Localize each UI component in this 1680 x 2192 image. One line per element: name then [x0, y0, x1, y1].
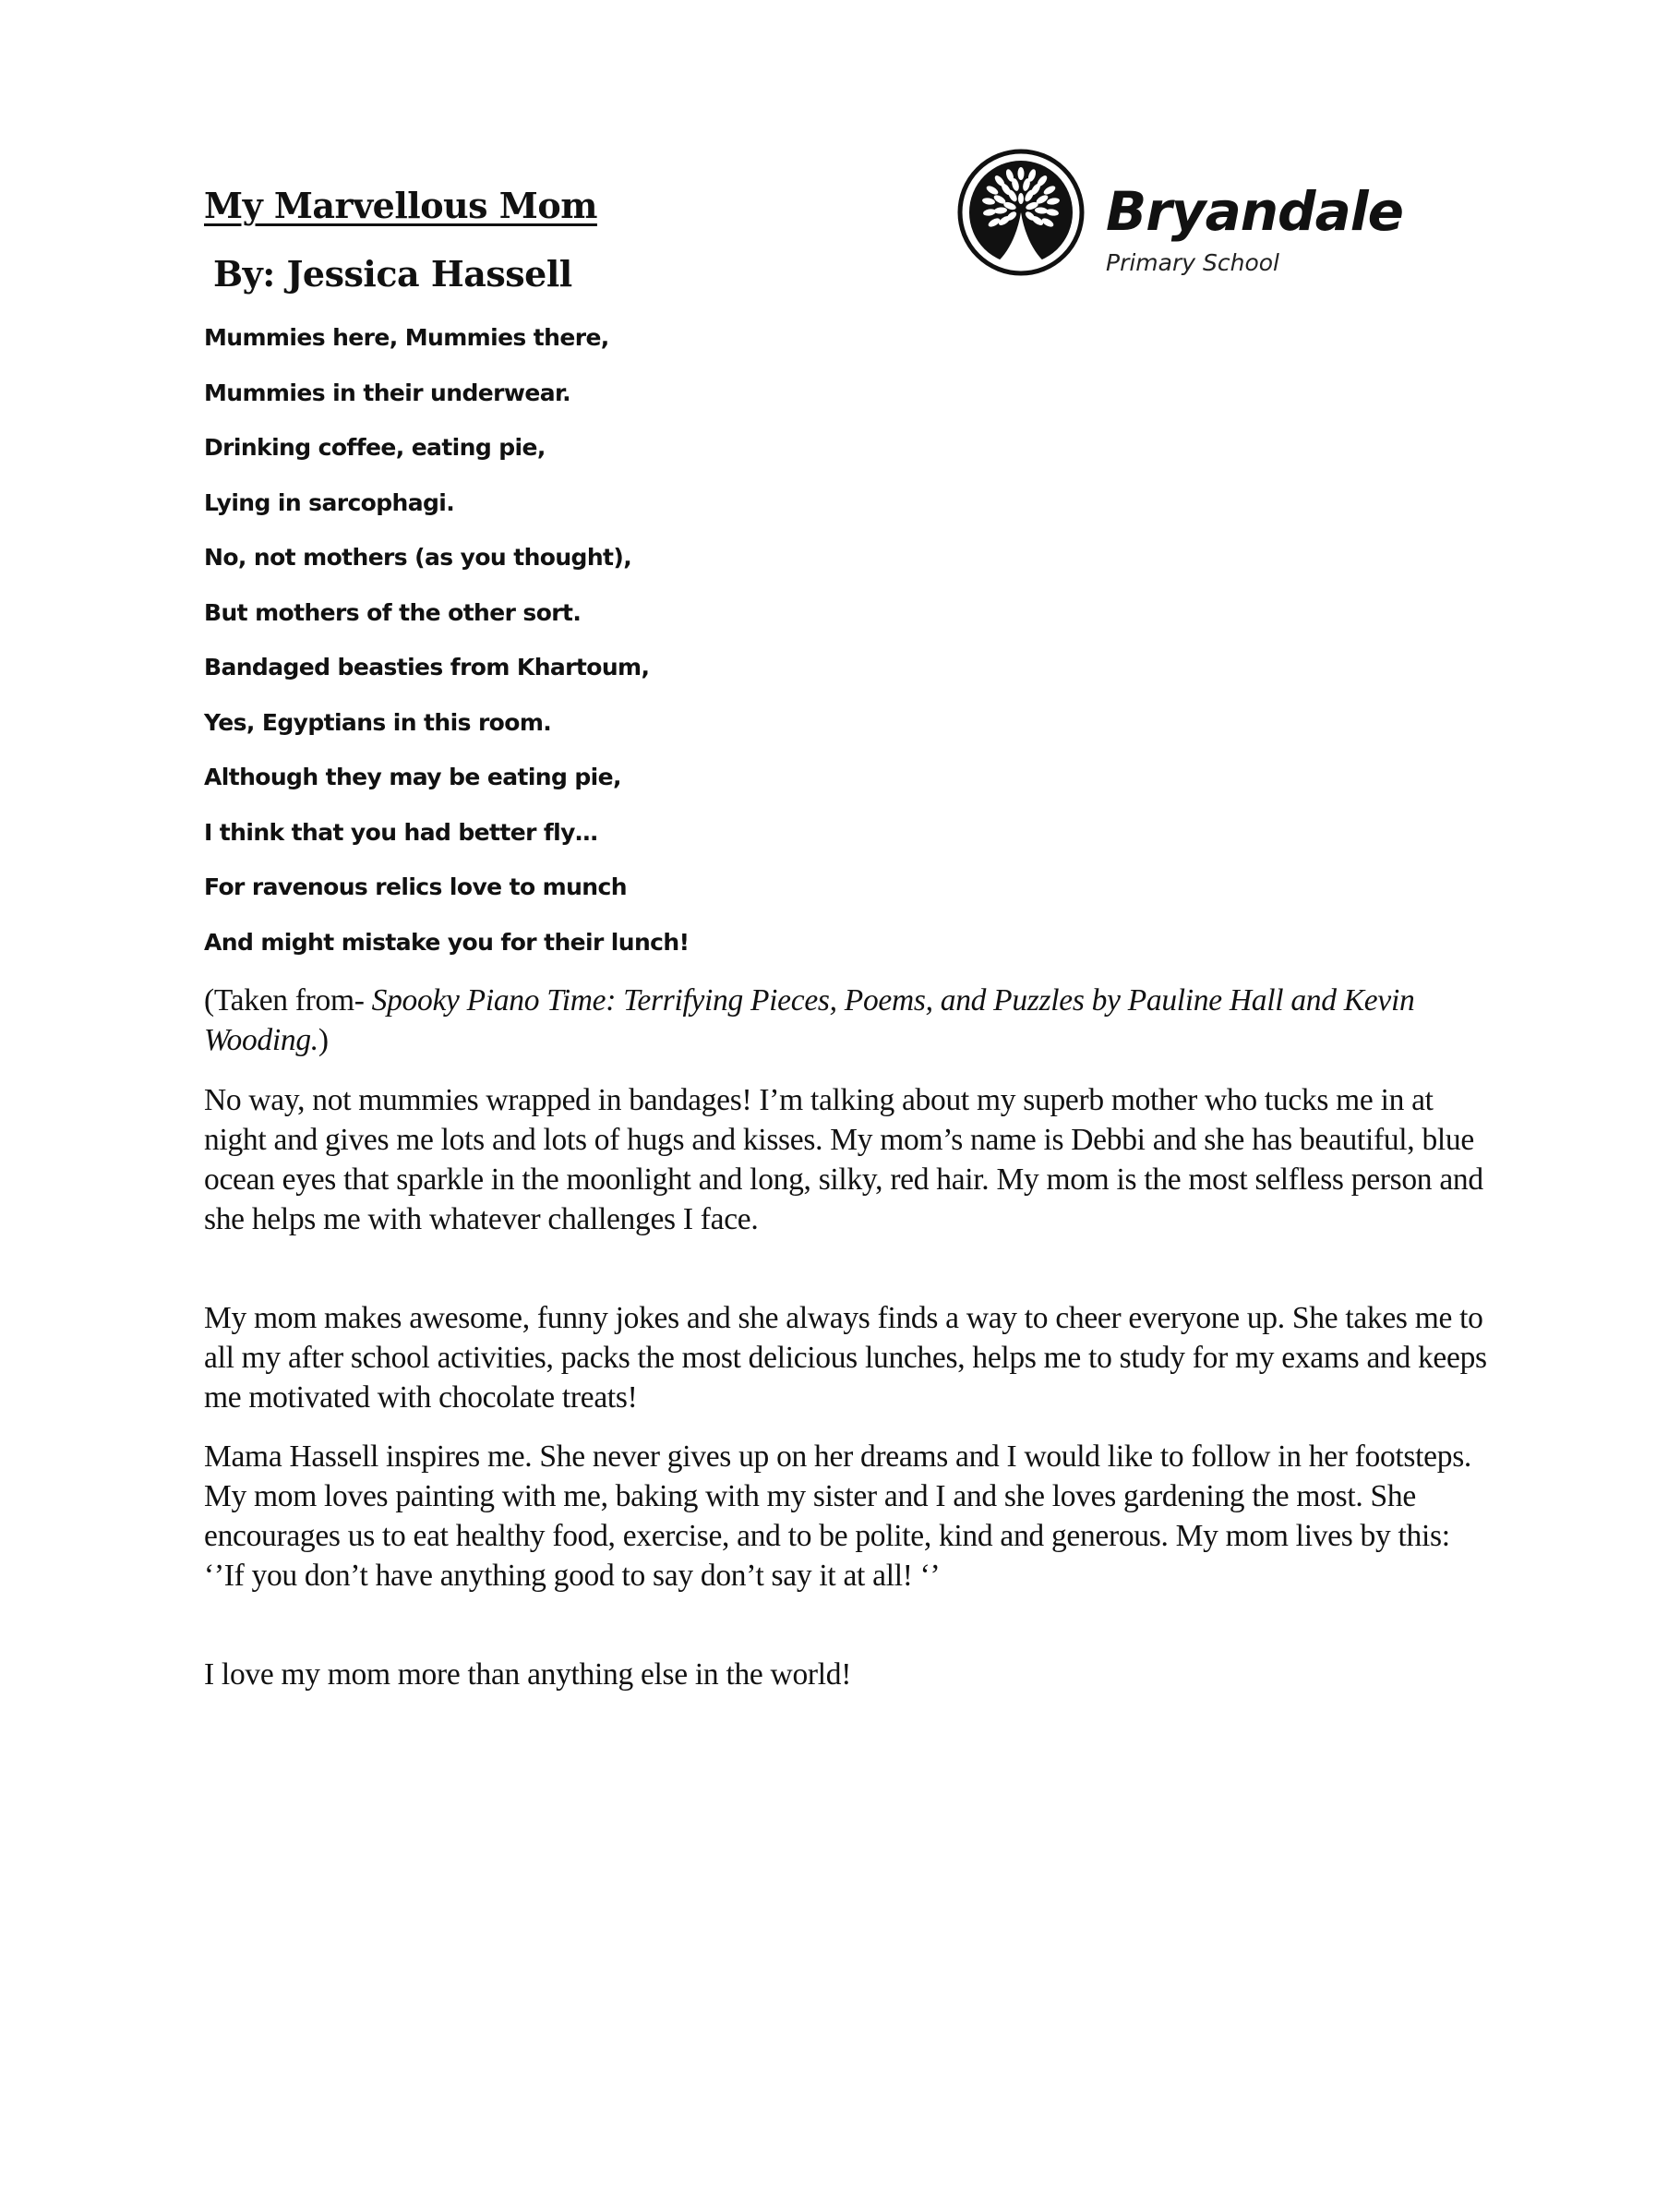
poem-line: Bandaged beasties from Khartoum, [204, 654, 650, 680]
paragraph: Mama Hassell inspires me. She never gives up on her dreams and I would like to follow in her footsteps. My mom loves painting with me, baking with my sister and I and she loves gardening the most. She encourages us to eat healthy food, exercise, and to be polite, kind and generous. My mom lives by this: ‘’If you don’t have anything good to say don’t say it at all! ‘’ [204, 1439, 1472, 1593]
document-title: My Marvellous Mom [204, 185, 597, 226]
citation-suffix: ) [318, 1023, 329, 1057]
closing-paragraph: I love my mom more than anything else in the world! [204, 1657, 852, 1692]
tree-in-circle-icon [956, 148, 1086, 277]
paragraph: My mom makes awesome, funny jokes and she always finds a way to cheer everyone up. She takes me to all my after school activities, packs the most delicious lunches, helps me to study for my exams and keeps me motivated with chocolate treats! [204, 1301, 1487, 1415]
poem-line: Mummies here, Mummies there, [204, 324, 609, 351]
poem-line: No, not mothers (as you thought), [204, 544, 632, 571]
poem-line: Mummies in their underwear. [204, 379, 571, 406]
poem-line: For ravenous relics love to munch [204, 873, 627, 900]
school-subtitle: Primary School [1106, 249, 1279, 276]
poem-line: And might mistake you for their lunch! [204, 928, 690, 956]
paragraph: No way, not mummies wrapped in bandages! I’m talking about my superb mother who tucks me in at night and gives me lots and lots of hugs and kisses. My mom’s name is Debbi and she has beautiful, blue ocean eyes that sparkle in the moonlight and long, silky, red hair. My mom is the most selfless person and she helps me with whatever challenges I face. [204, 1083, 1483, 1236]
author-byline: By: Jessica Hassell [213, 253, 572, 295]
poem-line: Lying in sarcophagi. [204, 488, 455, 516]
school-name: Bryandale [1106, 180, 1403, 243]
school-logo [956, 148, 1473, 277]
poem-line: But mothers of the other sort. [204, 598, 582, 626]
poem-line: I think that you had better fly… [204, 818, 598, 846]
poem-source-citation [204, 981, 1487, 1060]
poem-line: Yes, Egyptians in this room. [204, 708, 552, 736]
poem [204, 321, 689, 981]
citation-prefix: (Taken from- [204, 983, 372, 1018]
poem-line: Drinking coffee, eating pie, [204, 434, 546, 461]
citation-title: Spooky Piano Time: Terrifying Pieces, Poems, and Puzzles by Pauline Hall and Kevin Wooding. [204, 983, 1415, 1057]
poem-line: Although they may be eating pie, [204, 764, 621, 790]
